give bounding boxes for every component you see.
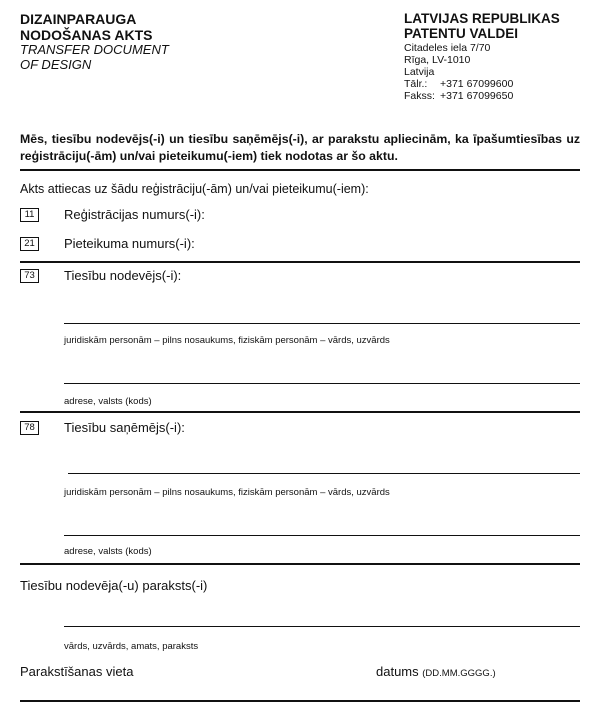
assignor-address-input[interactable] [64, 360, 580, 382]
transfer-statement: Mēs, tiesību nodevējs(-i) un tiesību saņēmējs(-i), ar parakstu apliecinām, ka īpašumtiesības uz reģistrāciju(-ām) un/vai pieteikumu(-iem) tiek nodotas ar šo aktu. [20, 132, 580, 163]
office-address-block [404, 11, 560, 102]
divider-numbers [20, 261, 580, 263]
form-subtitle-line1: TRANSFER DOCUMENT [20, 42, 169, 57]
signature-input[interactable] [64, 603, 580, 625]
assignee-address-hint: adrese, valsts (kods) [64, 546, 152, 557]
divider-assignor [20, 411, 580, 413]
code-box-73: 73 [20, 269, 39, 283]
divider-bottom [20, 700, 580, 702]
assignee-name-input[interactable] [68, 450, 580, 472]
code-box-21: 21 [20, 237, 39, 251]
assignee-address-line [64, 535, 580, 536]
signature-label: Tiesību nodevēja(-u) paraksts(-i) [20, 578, 208, 593]
form-title-line1: DIZAINPARAUGA [20, 11, 137, 27]
office-fax-row [404, 90, 560, 102]
signing-date-label [376, 664, 496, 681]
registration-number-label: Reģistrācijas numurs(-i): [64, 207, 205, 222]
form-title [20, 11, 153, 43]
assignor-label: Tiesību nodevējs(-i): [64, 268, 182, 283]
office-phone-row [404, 78, 560, 90]
divider-statement [20, 169, 580, 171]
registration-number-input[interactable] [240, 204, 580, 224]
date-format-hint: (DD.MM.GGGG.) [422, 668, 496, 679]
assignee-name-line [68, 473, 580, 474]
fax-number: +371 67099650 [440, 90, 514, 102]
form-subtitle [20, 42, 169, 72]
signature-line [64, 626, 580, 627]
assignee-address-input[interactable] [64, 512, 580, 534]
application-number-label: Pieteikuma numurs(-i): [64, 236, 195, 251]
assignor-address-line [64, 383, 580, 384]
signing-date-input[interactable] [376, 680, 580, 700]
code-box-78: 78 [20, 421, 39, 435]
signing-place-input[interactable] [20, 680, 360, 700]
assignor-name-input[interactable] [64, 300, 580, 322]
office-name-line2: PATENTU VALDEI [404, 26, 518, 41]
signature-hint: vārds, uzvārds, amats, paraksts [64, 641, 199, 652]
assignee-label: Tiesību saņēmējs(-i): [64, 420, 185, 435]
phone-label: Tālr.: [404, 78, 428, 90]
code-box-11: 11 [20, 208, 39, 222]
office-street: Citadeles iela 7/70 [404, 42, 491, 54]
signing-place-label: Parakstīšanas vieta [20, 664, 134, 679]
form-title-line2: NODOŠANAS AKTS [20, 27, 153, 43]
office-country: Latvija [404, 66, 435, 78]
fax-label: Fakss: [404, 90, 435, 102]
date-label: datums [376, 664, 419, 679]
divider-assignee [20, 563, 580, 565]
application-number-input[interactable] [220, 233, 580, 253]
form-subtitle-line2: OF DESIGN [20, 57, 92, 72]
office-name-line1: LATVIJAS REPUBLIKAS [404, 11, 560, 26]
assignor-name-line [64, 323, 580, 324]
assignee-name-hint: juridiskām personām – pilns nosaukums, fiziskām personām – vārds, uzvārds [64, 487, 390, 498]
assignor-name-hint: juridiskām personām – pilns nosaukums, fiziskām personām – vārds, uzvārds [64, 335, 390, 346]
applies-to-text: Akts attiecas uz šādu reģistrāciju(-ām) un/vai pieteikumu(-iem): [20, 182, 369, 196]
assignor-address-hint: adrese, valsts (kods) [64, 396, 152, 407]
office-city: Rīga, LV-1010 [404, 54, 471, 66]
phone-number: +371 67099600 [440, 78, 514, 90]
